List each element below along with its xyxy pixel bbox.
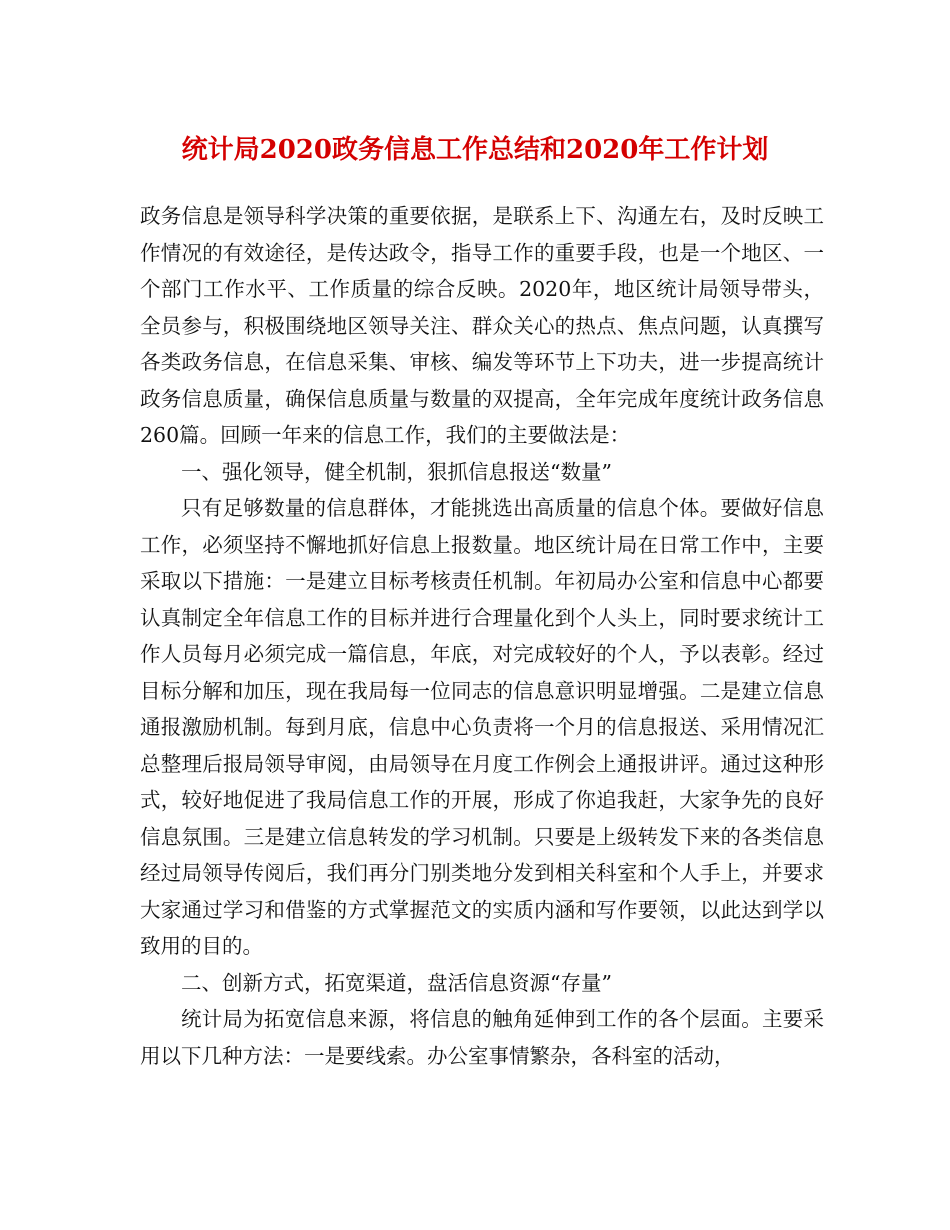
document-body [140, 198, 824, 1074]
paragraph-section-1: 只有足够数量的信息群体，才能挑选出高质量的信息个体。要做好信息工作，必须坚持不懈地抓好信息上报数量。地区统计局在日常工作中，主要采取以下措施：一是建立目标考核责任机制。年初局办公室和信息中心都要认真制定全年信息工作的目标并进行合理量化到个人头上，同时要求统计工作人员每月必须完成一篇信息，年底，对完成较好的个人，予以表彰。经过目标分解和加压，现在我局每一位同志的信息意识明显增强。二是建立信息通报激励机制。每到月底，信息中心负责将一个月的信息报送、采用情况汇总整理后报局领导审阅，由局领导在月度工作例会上通报讲评。通过这种形式，较好地促进了我局信息工作的开展，形成了你追我赶，大家争先的良好信息氛围。三是建立信息转发的学习机制。只要是上级转发下来的各类信息经过局领导传阅后，我们再分门别类地分发到相关科室和个人手上，并要求大家通过学习和借鉴的方式掌握范文的实质内涵和写作要领，以此达到学以致用的目的。 [140, 496, 824, 958]
section-heading-2: 二、创新方式，拓宽渠道，盘活信息资源“存量” [181, 970, 612, 995]
paragraph-intro: 政务信息是领导科学决策的重要依据，是联系上下、沟通左右，及时反映工作情况的有效途径，是传达政令，指导工作的重要手段，也是一个地区、一个部门工作水平、工作质量的综合反映。2020年，地区统计局领导带头，全员参与，积极围绕地区领导关注、群众关心的热点、焦点问题，认真撰写各类政务信息，在信息采集、审核、编发等环节上下功夫，进一步提高统计政务信息质量，确保信息质量与数量的双提高，全年完成年度统计政务信息260篇。回顾一年来的信息工作，我们的主要做法是： [140, 204, 824, 447]
paragraph-section-2: 统计局为拓宽信息来源，将信息的触角延伸到工作的各个层面。主要采用以下几种方法：一是要线索。办公室事情繁杂，各科室的活动， [140, 1007, 824, 1068]
section-heading-1: 一、强化领导，健全机制，狠抓信息报送“数量” [181, 459, 612, 484]
document-title: 统计局2020政务信息工作总结和2020年工作计划 [181, 135, 769, 165]
